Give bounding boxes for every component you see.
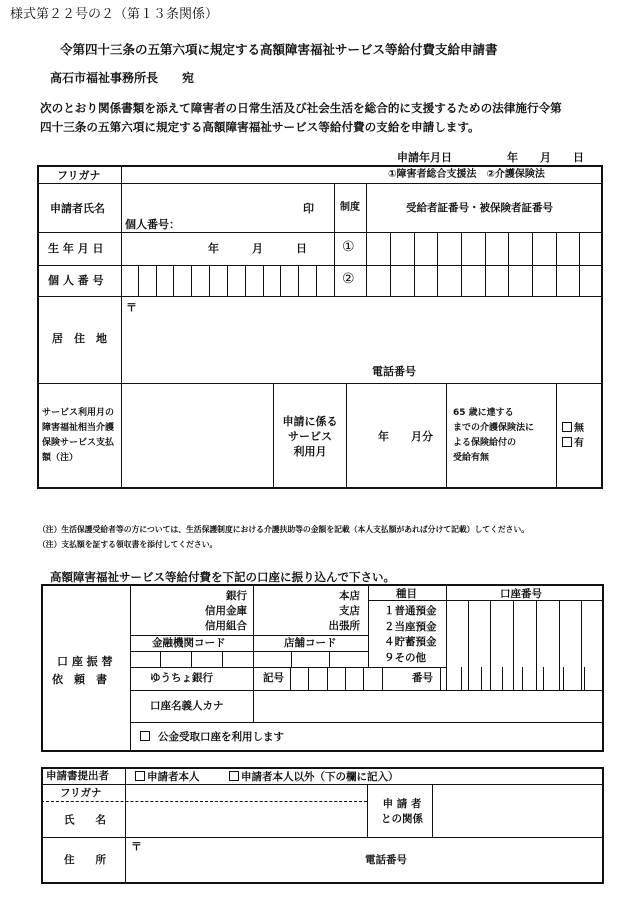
checkbox-icon [140,731,150,741]
institution-code-label: 金融機関コード [152,637,226,649]
checkbox-icon [562,422,572,432]
bank-transfer-label-1: 口 座 振 替 [57,655,113,668]
yucho-bank-label: ゆうちょ銀行 [150,672,213,684]
public-account-option[interactable]: 公金受取口座を利用します [140,731,284,743]
service-month-value: 年 月分 [378,430,433,443]
account-holder-kana-field[interactable] [254,691,603,721]
note-1: （注）生活保護受給者等の方については、生活保護制度における介護扶助等の金額を記載（本人支払額があれば分けて記載）してください。 [38,525,530,534]
residence-label: 居 住 地 [52,332,107,345]
relation-label: 申 請 者 との関係 [381,798,423,825]
checkbox-icon [229,771,239,781]
submitter-name-field[interactable] [126,802,366,836]
seal-mark: 印 [303,202,314,215]
age65-benefit-label: 65 歳に達する までの介護保険法に よる保険給付の 受給有無 [453,408,535,463]
relation-field[interactable] [433,785,603,836]
certificate-number-label: 受給者証番号・被保険者証番号 [406,202,553,214]
personal-number-label: 個 人 番 号 [48,274,104,287]
branch-code-label: 店舗コード [284,637,337,649]
submitter-name-label: 氏 名 [64,814,106,826]
applicant-name-label: 申請者氏名 [50,202,105,215]
system-mark-2: ② [342,271,355,287]
bank-intro: 高額障害福祉サービス等給付費を下記の口座に振り込んで下さい。 [50,570,395,584]
kigo-label: 記号 [263,672,284,684]
postal-mark: 〒 [126,301,137,314]
account-holder-kana-label: 口座名義人カナ [150,700,224,712]
service-month-label: 申請に係る サービス 利用月 [282,415,338,458]
bank-transfer-label-2: 依 頼 書 [52,673,107,686]
submitter-postal-mark: 〒 [131,840,142,853]
checkbox-icon [562,437,572,447]
birth-date-value: 年 月 日 [208,242,307,255]
system-mark-1: ① [342,239,355,255]
benefit-yes-option[interactable]: 有 [562,437,584,449]
intro-line-2: 四十三条の五第六項に規定する高額障害福祉サービス等給付費の支給を申請します。 [40,120,480,134]
furigana-label: フリガナ [57,169,101,182]
checkbox-icon [135,771,145,781]
bango-label: 番号 [412,672,433,684]
benefit-none-option[interactable]: 無 [562,422,584,434]
submitter-furigana-label: フリガナ [60,787,102,799]
form-number: 様式第２２号の２（第１３条関係） [10,7,219,22]
phone-label: 電話番号 [372,365,416,378]
intro-line-1: 次のとおり関係書類を添えて障害者の日常生活及び社会生活を総合的に支援するための法律施行令第 [40,101,562,115]
account-kinds: １普通預金 ２当座預金 ４貯蓄預金 ９その他 [384,605,437,664]
addressee: 高石市福祉事務所長 宛 [50,71,195,85]
submitter-phone-label: 電話番号 [365,854,407,866]
system-label: 制度 [340,202,360,213]
account-number-label: 口座番号 [500,588,542,600]
submitter-label: 申請書提出者 [46,770,109,782]
law-options: ①障害者総合支援法 ②介護保険法 [388,169,545,180]
submitter-address-label: 住 所 [64,854,106,866]
form-title: 令第四十三条の五第六項に規定する高額障害福祉サービス等給付費支給申請書 [60,42,498,57]
account-kind-label: 種目 [396,588,417,600]
branch-types: 本店 支店 出張所 [328,590,360,632]
submitter-self-option[interactable]: 申請者本人 [135,771,200,783]
submitter-other-option[interactable]: 申請者本人以外（下の欄に記入） [229,771,399,783]
application-date: 申請年月日 年 月 日 [397,151,584,164]
note-2: （注）支払額を証する領収書を添付してください。 [38,540,218,549]
institution-types: 銀行 信用金庫 信用組合 [205,590,247,632]
personal-number-inline-label: 個人番号： [125,218,180,231]
service-payment-label: サービス利用月の 障害福祉相当介護 保険サービス支払 額（注） [42,408,115,463]
birth-date-label: 生 年 月 日 [48,242,104,255]
